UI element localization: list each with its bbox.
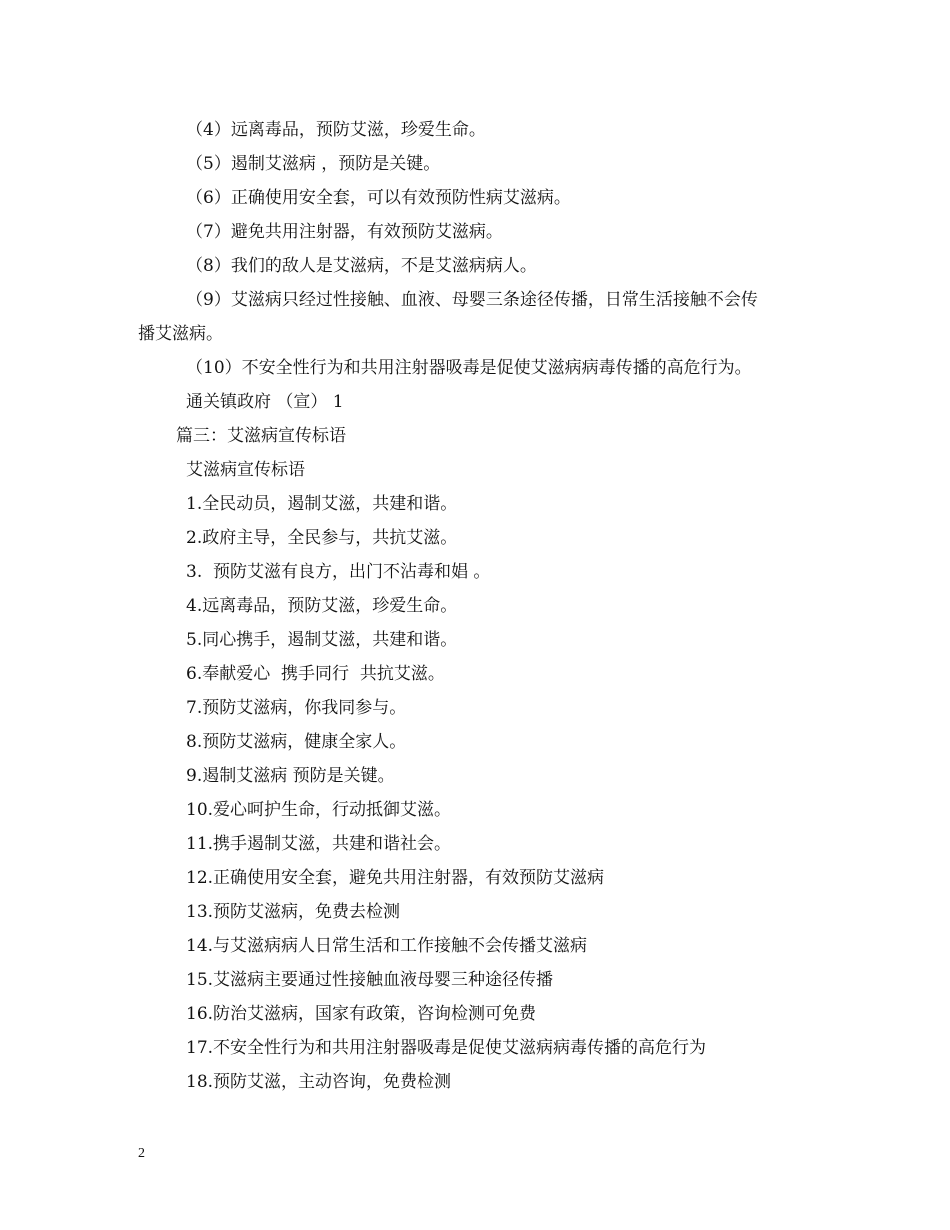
list-item: 14.与艾滋病病人日常生活和工作接触不会传播艾滋病 xyxy=(186,936,588,956)
paragraph-item-10: （10）不安全性行为和共用注射器吸毒是促使艾滋病病毒传播的高危行为。 xyxy=(186,358,752,378)
list-item: 18.预防艾滋，主动咨询，免费检测 xyxy=(186,1072,452,1092)
list-item: 12.正确使用安全套，避免共用注射器，有效预防艾滋病 xyxy=(186,868,605,888)
list-item: 6.奉献爱心 携手同行 共抗艾滋。 xyxy=(186,664,445,684)
list-item: 2.政府主导，全民参与，共抗艾滋。 xyxy=(186,528,458,548)
section-subtitle: 艾滋病宣传标语 xyxy=(186,460,305,480)
paragraph-item-9-line1: （9）艾滋病只经过性接触、血液、母婴三条途径传播，日常生活接触不会传 xyxy=(186,290,758,310)
paragraph-item-6: （6）正确使用安全套，可以有效预防性病艾滋病。 xyxy=(186,188,571,208)
list-item: 15.艾滋病主要通过性接触血液母婴三种途径传播 xyxy=(186,970,554,990)
paragraph-item-4: （4）远离毒品，预防艾滋，珍爱生命。 xyxy=(186,120,486,140)
paragraph-item-8: （8）我们的敌人是艾滋病，不是艾滋病病人。 xyxy=(186,256,537,276)
list-item: 5.同心携手，遏制艾滋，共建和谐。 xyxy=(186,630,458,650)
list-item: 7.预防艾滋病，你我同参与。 xyxy=(186,698,407,718)
list-item: 9.遏制艾滋病 预防是关键。 xyxy=(186,766,395,786)
page-number: 2 xyxy=(138,1146,145,1161)
signature-line: 通关镇政府 （宣） 1 xyxy=(186,392,344,412)
list-item: 1.全民动员，遏制艾滋，共建和谐。 xyxy=(186,494,458,514)
paragraph-item-7: （7）避免共用注射器，有效预防艾滋病。 xyxy=(186,222,503,242)
list-item: 11.携手遏制艾滋，共建和谐社会。 xyxy=(186,834,452,854)
list-item: 8.预防艾滋病，健康全家人。 xyxy=(186,732,407,752)
paragraph-item-5: （5）遏制艾滋病 ，预防是关键。 xyxy=(186,154,441,174)
list-item: 13.预防艾滋病，免费去检测 xyxy=(186,902,401,922)
list-item: 3. 预防艾滋有良方，出门不沾毒和娼 。 xyxy=(186,562,491,582)
section-heading: 篇三：艾滋病宣传标语 xyxy=(176,426,346,446)
list-item: 16.防治艾滋病，国家有政策，咨询检测可免费 xyxy=(186,1004,537,1024)
list-item: 4.远离毒品，预防艾滋，珍爱生命。 xyxy=(186,596,458,616)
list-item: 17.不安全性行为和共用注射器吸毒是促使艾滋病病毒传播的高危行为 xyxy=(186,1038,707,1058)
list-item: 10.爱心呵护生命，行动抵御艾滋。 xyxy=(186,800,452,820)
paragraph-item-9-line2: 播艾滋病。 xyxy=(138,324,223,344)
